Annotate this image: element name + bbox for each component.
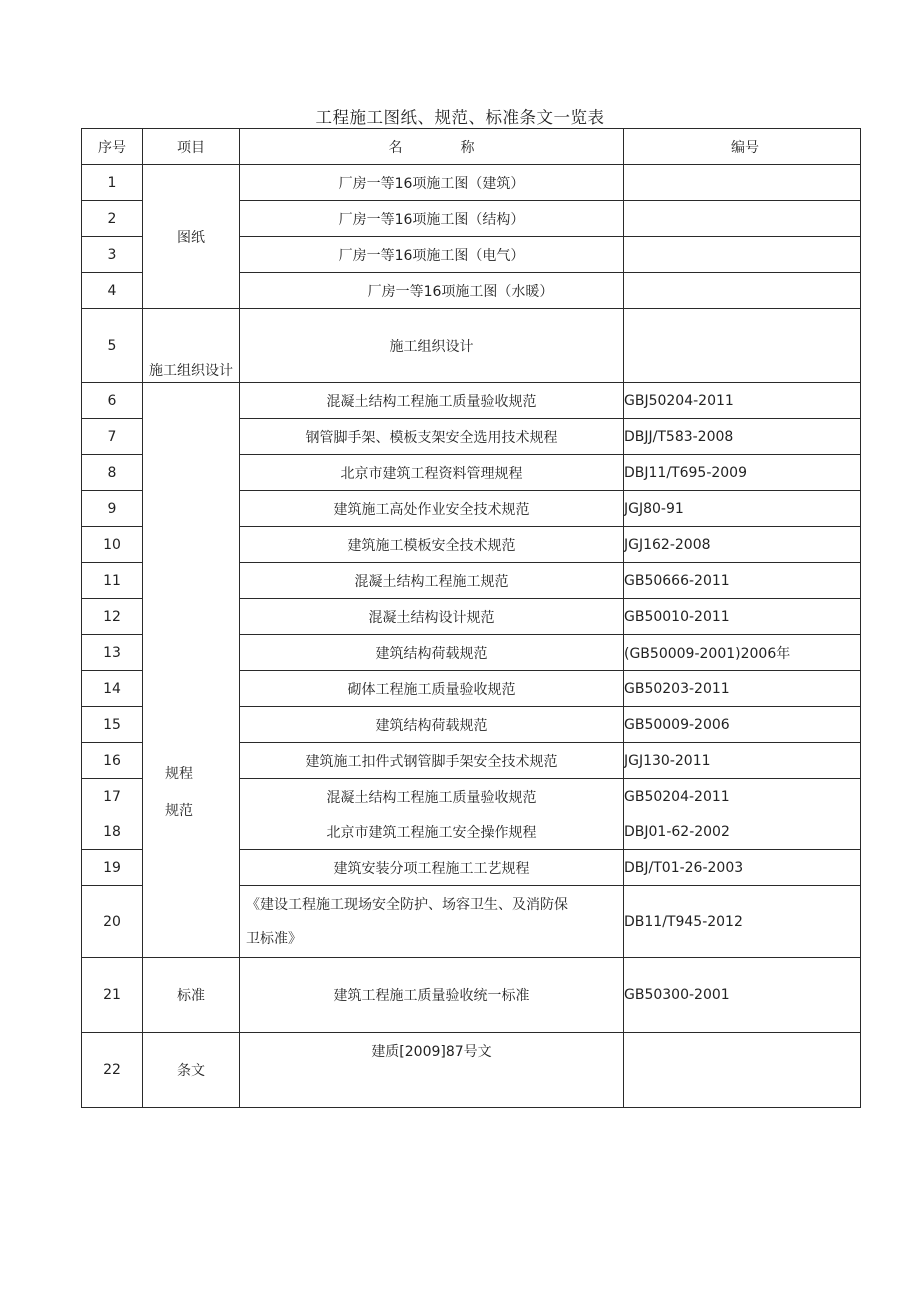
row-code: GB50010-2011 (624, 599, 861, 635)
row-seq: 17 (82, 779, 143, 815)
header-seq: 序号 (82, 129, 143, 165)
row-code: DBJ11/T695-2009 (624, 455, 861, 491)
row-name: 厂房一等16项施工图（水暖） (240, 273, 624, 309)
row-name: 厂房一等16项施工图（结构） (240, 201, 624, 237)
row-seq: 6 (82, 383, 143, 419)
row-code: JGJ80-91 (624, 491, 861, 527)
header-category: 项目 (143, 129, 240, 165)
category-drawings: 图纸 (143, 165, 240, 309)
row-seq: 11 (82, 563, 143, 599)
row-code: DBJ01-62-2002 (624, 814, 861, 850)
row-code: GB50204-2011 (624, 779, 861, 815)
row-code: GB50009-2006 (624, 707, 861, 743)
table-row (82, 1033, 861, 1108)
row-name: 混凝土结构工程施工规范 (240, 563, 624, 599)
row-seq: 9 (82, 491, 143, 527)
category-standard: 标准 (143, 958, 240, 1033)
row-seq: 3 (82, 237, 143, 273)
row-name: 建筑施工扣件式钢管脚手架安全技术规范 (240, 743, 624, 779)
row-name (240, 886, 624, 958)
standards-table (81, 128, 861, 1108)
category-specs-line2: 规范 (165, 803, 193, 819)
row-name: 北京市建筑工程资料管理规程 (240, 455, 624, 491)
category-specs (143, 383, 240, 958)
row-name: 建筑安装分项工程施工工艺规程 (240, 850, 624, 886)
header-name: 名称 (240, 129, 624, 165)
row-code (624, 309, 861, 383)
row-name: 建筑工程施工质量验收统一标准 (240, 958, 624, 1033)
table-row (82, 958, 861, 1033)
row-name: 建筑结构荷载规范 (240, 707, 624, 743)
row-seq: 19 (82, 850, 143, 886)
row-name: 施工组织设计 (240, 309, 624, 383)
row-name: 建质[2009]87号文 (240, 1033, 624, 1108)
row-name: 建筑施工模板安全技术规范 (240, 527, 624, 563)
row-seq: 22 (82, 1033, 143, 1108)
row-seq: 1 (82, 165, 143, 201)
row-code: DBJJ/T583-2008 (624, 419, 861, 455)
row-code (624, 201, 861, 237)
row-code (624, 165, 861, 201)
document-title: 工程施工图纸、规范、标准条文一览表 (315, 108, 605, 127)
row-code: JGJ162-2008 (624, 527, 861, 563)
row-code: GB50666-2011 (624, 563, 861, 599)
row-code: DB11/T945-2012 (624, 886, 861, 958)
row-name: 北京市建筑工程施工安全操作规程 (240, 814, 624, 850)
row-seq: 5 (82, 309, 143, 383)
table-header-row (82, 129, 861, 165)
row-name: 混凝土结构工程施工质量验收规范 (240, 779, 624, 815)
row-seq: 4 (82, 273, 143, 309)
row-code: JGJ130-2011 (624, 743, 861, 779)
row-name: 混凝土结构工程施工质量验收规范 (240, 383, 624, 419)
row-code: DBJ/T01-26-2003 (624, 850, 861, 886)
row-name-line1: 《建设工程施工现场安全防护、场容卫生、及消防保 (246, 896, 568, 913)
table-row (82, 383, 861, 419)
row-code: GB50300-2001 (624, 958, 861, 1033)
row-name: 建筑结构荷载规范 (240, 635, 624, 671)
row-seq: 16 (82, 743, 143, 779)
row-name-line2: 卫标准》 (246, 930, 302, 947)
row-seq: 15 (82, 707, 143, 743)
row-code: GB50203-2011 (624, 671, 861, 707)
row-seq: 8 (82, 455, 143, 491)
row-seq: 21 (82, 958, 143, 1033)
row-seq: 18 (82, 814, 143, 850)
row-seq: 14 (82, 671, 143, 707)
row-code: GBJ50204-2011 (624, 383, 861, 419)
category-specs-line1: 规程 (165, 766, 193, 782)
row-code (624, 1033, 861, 1108)
table-row (82, 165, 861, 201)
row-name: 建筑施工高处作业安全技术规范 (240, 491, 624, 527)
row-name: 厂房一等16项施工图（电气） (240, 237, 624, 273)
row-seq: 7 (82, 419, 143, 455)
header-code: 编号 (624, 129, 861, 165)
row-seq: 12 (82, 599, 143, 635)
row-code: (GB50009-2001)2006年 (624, 635, 861, 671)
row-name: 混凝土结构设计规范 (240, 599, 624, 635)
category-design: 施工组织设计 (143, 309, 240, 383)
row-seq: 20 (82, 886, 143, 958)
table-row (82, 309, 861, 383)
row-seq: 13 (82, 635, 143, 671)
row-seq: 2 (82, 201, 143, 237)
row-name: 钢管脚手架、模板支架安全选用技术规程 (240, 419, 624, 455)
row-name: 砌体工程施工质量验收规范 (240, 671, 624, 707)
row-code (624, 237, 861, 273)
row-name: 厂房一等16项施工图（建筑） (240, 165, 624, 201)
row-seq: 10 (82, 527, 143, 563)
row-code (624, 273, 861, 309)
category-article: 条文 (143, 1033, 240, 1108)
